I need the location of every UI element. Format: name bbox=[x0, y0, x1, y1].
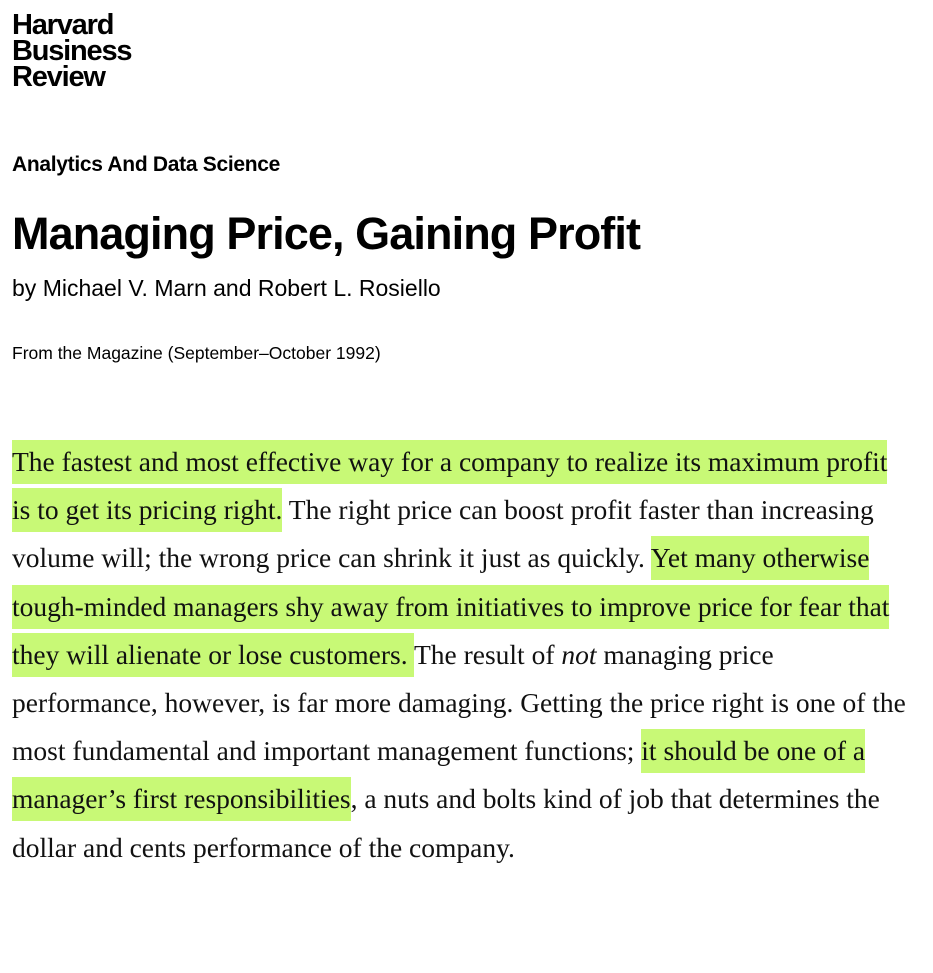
logo-line-1: Harvard bbox=[12, 9, 114, 41]
article-paragraph bbox=[12, 438, 907, 872]
highlight-3[interactable]: it should be one of a manager’s first responsibilities bbox=[12, 729, 865, 821]
body-text-2b: managing price performance, however, is far more damaging. Getting the price right is one of the most fundamental and important management functions; bbox=[12, 638, 906, 767]
body-text-2a: The result of bbox=[413, 638, 562, 670]
emphasis-not: not bbox=[561, 638, 597, 670]
body-text-1: The right price can boost profit faster than increasing volume will; the wrong price can shrink it just as quickly. bbox=[12, 494, 874, 574]
highlight-1[interactable]: The fastest and most effective way for a company to realize its maximum profit is to get its pricing right. bbox=[12, 440, 887, 532]
hbr-logo[interactable] bbox=[12, 9, 132, 93]
byline-and: and bbox=[213, 275, 252, 301]
topic-link[interactable]: Analytics And Data Science bbox=[12, 153, 281, 176]
logo-line-3: Review bbox=[12, 61, 105, 93]
body-text-3: , a nuts and bolts kind of job that determines the dollar and cents performance of the company. bbox=[12, 783, 880, 863]
magazine-source[interactable]: From the Magazine (September–October 1992) bbox=[12, 343, 381, 363]
highlight-2[interactable]: Yet many otherwise tough-minded managers shy away from initiatives to improve price for fear that they will alienate or lose customers. bbox=[12, 536, 889, 676]
logo-line-2: Business bbox=[12, 35, 132, 67]
article-title: Managing Price, Gaining Profit bbox=[12, 208, 641, 259]
author-link-2[interactable]: Robert L. Rosiello bbox=[257, 275, 441, 301]
byline-prefix: by bbox=[12, 275, 37, 301]
byline bbox=[12, 272, 441, 304]
author-link-1[interactable]: Michael V. Marn bbox=[42, 275, 207, 301]
